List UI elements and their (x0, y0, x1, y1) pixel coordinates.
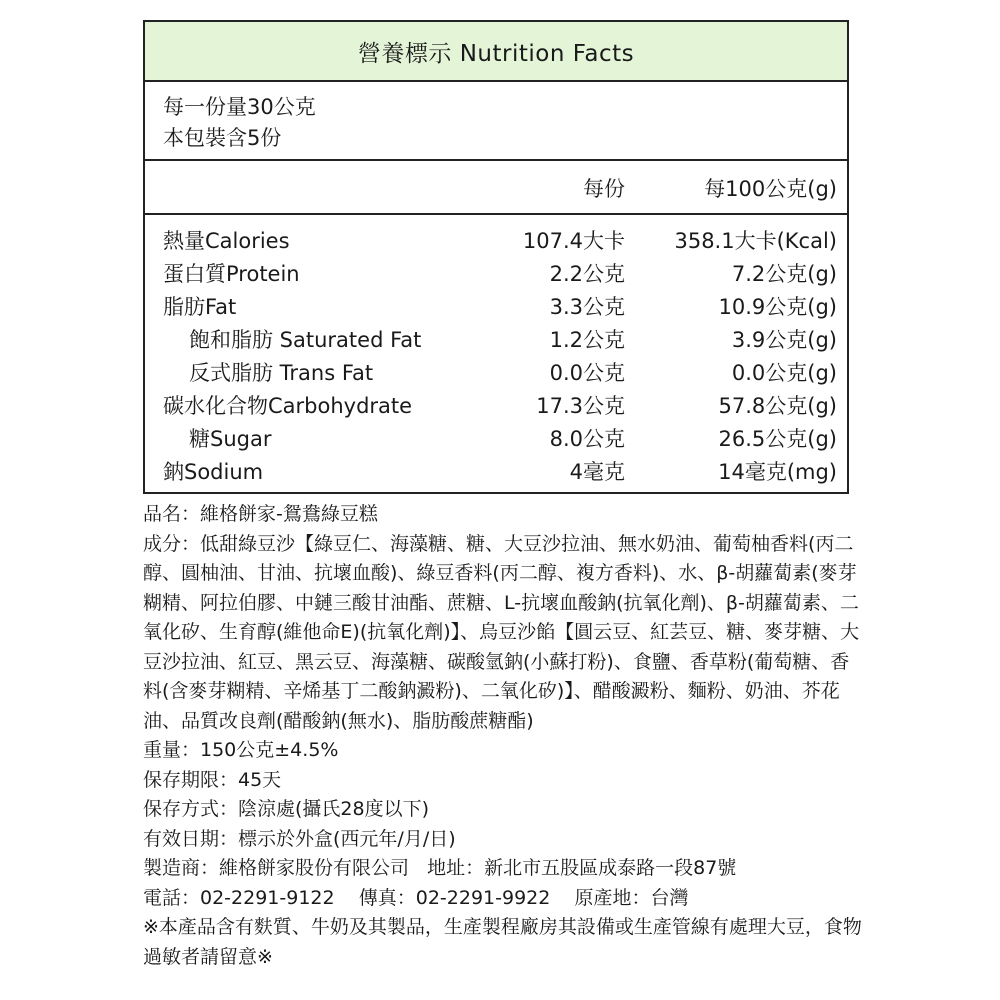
product-manufacturer: 製造商：維格餅家股份有限公司 地址：新北市五股區成泰路一段87號 (143, 857, 737, 879)
nutrient-per-serving: 17.3公克 (536, 394, 625, 418)
nutrient-per-serving: 4毫克 (569, 460, 625, 484)
product-storage: 保存方式：陰涼處(攝氏28度以下) (143, 798, 430, 820)
serving-size: 每一份量30公克 (163, 95, 316, 119)
nutrient-label: 飽和脂肪 Saturated Fat (189, 328, 422, 352)
nutrient-label: 鈉Sodium (163, 460, 264, 484)
product-weight: 重量：150公克±4.5% (143, 739, 339, 761)
product-allergen: ※本產品含有麩質、牛奶及其製品，生產製程廠房其設備或生產管線有處理大豆，食物過敏者請留意※ (143, 916, 862, 968)
nutrient-per-serving: 8.0公克 (549, 427, 625, 451)
product-name: 品名：維格餅家-鴛鴦綠豆糕 (143, 503, 378, 525)
nutrient-per-100g: 0.0公克(g) (731, 361, 837, 385)
nutrient-per-serving: 1.2公克 (549, 328, 625, 352)
product-shelf-life: 保存期限：45天 (143, 768, 282, 791)
nutrient-row-sugar (145, 423, 847, 456)
nutrient-per-serving: 107.4大卡 (522, 229, 625, 253)
nutrient-row-calories (145, 225, 847, 258)
nutrient-row-trans-fat (145, 357, 847, 390)
servings-per-package: 本包裝含5份 (163, 126, 282, 150)
nutrient-per-serving: 0.0公克 (549, 361, 625, 385)
product-info (143, 500, 863, 972)
nutrient-per-serving: 3.3公克 (549, 295, 625, 319)
column-headers (145, 161, 847, 215)
nutrient-per-100g: 3.9公克(g) (731, 328, 837, 352)
nutrient-per-serving: 2.2公克 (549, 262, 625, 286)
product-expiry: 有效日期：標示於外盒(西元年/月/日) (143, 827, 456, 850)
nutrient-row-carbohydrate (145, 390, 847, 423)
nutrient-row-protein (145, 258, 847, 291)
col-per-serving: 每份 (583, 177, 625, 201)
nutrient-per-100g: 14毫克(mg) (718, 460, 837, 484)
nutrient-row-saturated-fat (145, 324, 847, 357)
nutrition-facts-table (143, 20, 849, 494)
nutrient-row-sodium (145, 456, 847, 489)
nutrition-title: 營養標示 Nutrition Facts (145, 22, 847, 82)
col-per-100g: 每100公克(g) (704, 177, 837, 201)
nutrient-label: 熱量Calories (163, 229, 290, 253)
nutrient-per-100g: 10.9公克(g) (718, 295, 837, 319)
nutrient-row-fat (145, 291, 847, 324)
nutrient-per-100g: 26.5公克(g) (718, 427, 837, 451)
serving-info (145, 82, 847, 161)
nutrient-label: 碳水化合物Carbohydrate (163, 394, 413, 418)
nutrient-label: 蛋白質Protein (163, 262, 300, 286)
product-ingredients: 成分：低甜綠豆沙【綠豆仁、海藻糖、糖、大豆沙拉油、無水奶油、葡萄柚香料(丙二醇、圓柚油、甘油、抗壞血酸)、綠豆香料(丙二醇、複方香料)、水、β-胡蘿蔔素(麥芽糊精、阿拉伯膠、中鏈三酸甘油酯、蔗糖、L-抗壞血酸鈉(抗氧化劑)、β-胡蘿蔔素、二氧化矽、生育醇(維他命E)(抗氧化劑)】、烏豆沙餡【圓云豆、紅芸豆、糖、麥芽糖、大豆沙拉油、紅豆、黑云豆、海藻糖、碳酸氫鈉(小蘇打粉)、食鹽、香草粉(葡萄糖、香料(含麥芽糊精、辛烯基丁二酸鈉澱粉)、二氧化矽)】、醋酸澱粉、麵粉、奶油、芥花油、品質改良劑(醋酸鈉(無水)、脂肪酸蔗糖酯) (143, 532, 860, 732)
nutrient-rows (145, 215, 847, 489)
nutrient-label: 糖Sugar (189, 427, 272, 451)
nutrient-per-100g: 57.8公克(g) (718, 394, 837, 418)
nutrient-per-100g: 358.1大卡(Kcal) (674, 229, 837, 253)
product-contact: 電話：02-2291-9122 傳真：02-2291-9922 原產地：台灣 (143, 886, 689, 909)
nutrient-label: 反式脂肪 Trans Fat (189, 361, 374, 385)
nutrient-label: 脂肪Fat (163, 295, 237, 319)
nutrient-per-100g: 7.2公克(g) (731, 262, 837, 286)
